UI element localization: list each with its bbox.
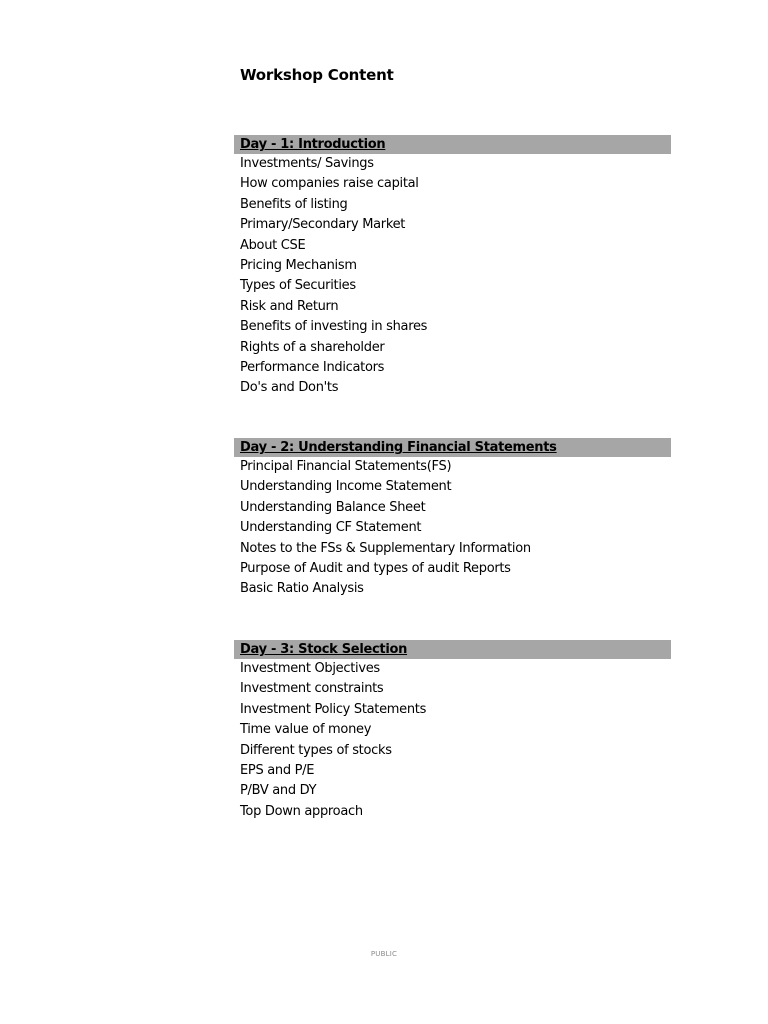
list-item: Purpose of Audit and types of audit Reports xyxy=(240,560,511,576)
section-day-1 xyxy=(234,135,671,399)
section-day-2 xyxy=(234,438,671,600)
list-item: EPS and P/E xyxy=(240,762,315,778)
list-item: Investment Objectives xyxy=(240,661,380,676)
list-item: Time value of money xyxy=(240,722,372,738)
list-item: Benefits of listing xyxy=(240,196,348,212)
list-item: Understanding Balance Sheet xyxy=(240,499,426,515)
section-header-label: Day - 3: Stock Selection xyxy=(240,642,408,657)
list-item: Pricing Mechanism xyxy=(240,257,357,273)
list-item: Understanding CF Statement xyxy=(240,520,422,536)
list-item: How companies raise capital xyxy=(240,176,419,192)
list-item: Different types of stocks xyxy=(240,742,392,758)
list-item: Principal Financial Statements(FS) xyxy=(240,459,452,474)
list-item: About CSE xyxy=(240,237,306,253)
list-item: Primary/Secondary Market xyxy=(240,217,406,233)
page-title: Workshop Content xyxy=(240,66,394,84)
list-item: Do's and Don'ts xyxy=(240,380,339,396)
list-item: Rights of a shareholder xyxy=(240,339,385,355)
section-header xyxy=(234,640,671,659)
classification-label: PUBLIC xyxy=(370,950,398,958)
topic-list xyxy=(234,457,671,600)
section-header xyxy=(234,438,671,457)
list-item: Types of Securities xyxy=(240,278,356,294)
list-item: Investment constraints xyxy=(240,681,384,697)
list-item: Investments/ Savings xyxy=(240,156,374,171)
section-header-label: Day - 1: Introduction xyxy=(240,137,386,152)
list-item: Investment Policy Statements xyxy=(240,701,427,717)
topic-list xyxy=(234,659,671,822)
section-day-3 xyxy=(234,640,671,822)
list-item: Benefits of investing in shares xyxy=(240,319,428,335)
list-item: P/BV and DY xyxy=(240,783,317,799)
list-item: Notes to the FSs & Supplementary Information xyxy=(240,540,531,556)
list-item: Top Down approach xyxy=(240,803,363,819)
list-item: Performance Indicators xyxy=(240,359,385,375)
topic-list xyxy=(234,154,671,399)
list-item: Basic Ratio Analysis xyxy=(240,581,364,597)
section-header-label: Day - 2: Understanding Financial Statements xyxy=(240,440,557,455)
section-header xyxy=(234,135,671,154)
list-item: Understanding Income Statement xyxy=(240,479,452,495)
list-item: Risk and Return xyxy=(240,298,339,314)
